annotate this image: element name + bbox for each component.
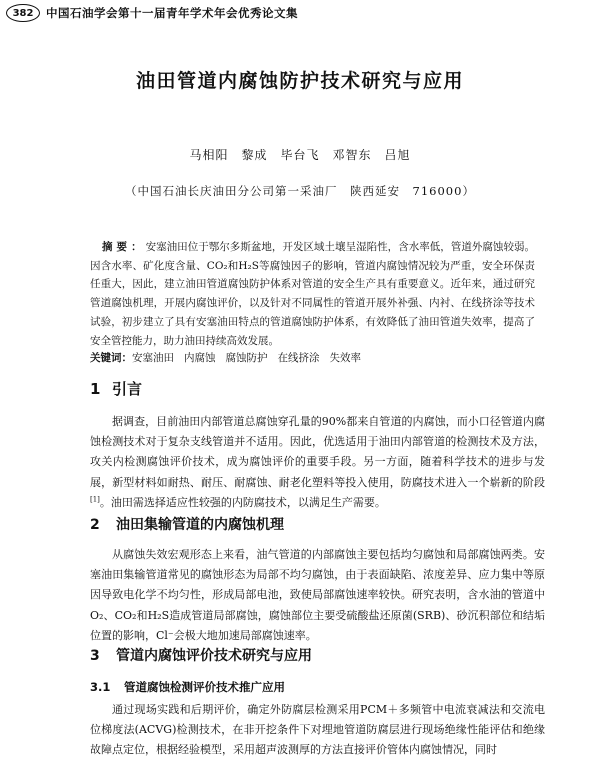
section-1-body (90, 412, 545, 513)
affiliation: （中国石油长庆油田分公司第一采油厂 陕西延安 716000） (125, 184, 475, 198)
running-title: 中国石油学会第十一届青年学术年会优秀论文集 (46, 6, 298, 20)
author-list: 马相阳 黎成 毕台飞 邓智东 吕旭 (189, 148, 411, 162)
citation-ref: [1] (90, 495, 100, 504)
body-text: 。油田需选择适应性较强的内防腐技术，以满足生产需要。 (99, 495, 386, 509)
page-number: 382 (6, 4, 40, 22)
subsection-title: 管道腐蚀检测评价技术推广应用 (124, 680, 285, 694)
section-number: 3 (90, 648, 100, 664)
subsection-number: 3.1 (90, 680, 111, 694)
abstract-text: 安塞油田位于鄂尔多斯盆地，开发区域土壤呈湿陷性，含水率低，管道外腐蚀较弱。因含水率、矿化度含量、CO₂和H₂S等腐蚀因子的影响，管道内腐蚀情况较为严重，安全环保责任重大，因此，建立油田管道腐蚀防护体系对管道的安全生产具有重要意义。近年来，通过研究管道腐蚀机理，开展内腐蚀评价，以及针对不同属性的管道开展外补强、内衬、在线挤涂等技术试验，初步建立了具有安塞油田特点的管道腐蚀防护体系，有效降低了油田管道失效率，提高了安全管控能力，助力油田持续高效发展。 (90, 241, 536, 347)
abstract-label: 摘要： (102, 241, 146, 253)
keyword: 失效率 (329, 352, 361, 364)
section-heading-evaluation (90, 645, 312, 665)
section-2-body: 从腐蚀失效宏观形态上来看，油气管道的内部腐蚀主要包括均匀腐蚀和局部腐蚀两类。安塞油田集输管道常见的腐蚀形态为局部不均匀腐蚀，由于表面缺陷、浓度差异、应力集中等原因导致电化学不均匀性，形成局部电池，致使局部腐蚀速率较快。研究表明，含水油的管道中O₂、CO₂和H₂S造成管道局部腐蚀，腐蚀部位主要受硫酸盐还原菌(SRB)、砂沉积部位和结垢位置的影响，Cl⁻会极大地加速局部腐蚀速率。 (90, 548, 545, 642)
body-text: 据调查，目前油田内部管道总腐蚀穿孔量的90%都来自管道的内腐蚀，而小口径管道内腐蚀检测技术对于复杂支线管道并不适用。因此，优选适用于油田内部管道的检测技术及方法，攻关内检测腐蚀评价技术，成为腐蚀评价的重要手段。另一方面，随着科学技术的进步与发展，新型材料如耐热、耐压、耐腐蚀、耐老化塑料等投入使用，防腐技术进入一个崭新的阶段 (90, 415, 545, 489)
section-number: 1 (90, 380, 101, 398)
section-number: 2 (90, 517, 100, 533)
section-title: 油田集输管道的内腐蚀机理 (116, 517, 284, 533)
keywords (90, 349, 540, 367)
keyword: 腐蚀防护 (225, 352, 268, 364)
section-heading-introduction (90, 378, 142, 399)
subsection-heading (90, 679, 285, 695)
running-header (6, 4, 298, 22)
keywords-label: 关键词： (90, 352, 132, 364)
abstract (90, 238, 535, 350)
keyword: 在线挤涂 (277, 352, 320, 364)
keyword: 内腐蚀 (184, 352, 216, 364)
section-3-body: 通过现场实践和后期评价，确定外防腐层检测采用PCM＋多频管中电流衰减法和交流电位梯度法(ACVG)检测技术，在非开挖条件下对埋地管道防腐层进行现场绝缘性能评估和绝缘故障点定位，根据经验模型，采用超声波测厚的方法直接评价管体内腐蚀情况，同时 (90, 703, 545, 757)
section-title: 管道内腐蚀评价技术研究与应用 (116, 648, 312, 664)
section-title: 引言 (112, 380, 143, 398)
keyword: 安塞油田 (132, 352, 174, 364)
paper-title: 油田管道内腐蚀防护技术研究与应用 (135, 70, 464, 92)
section-heading-mechanism (90, 514, 284, 534)
